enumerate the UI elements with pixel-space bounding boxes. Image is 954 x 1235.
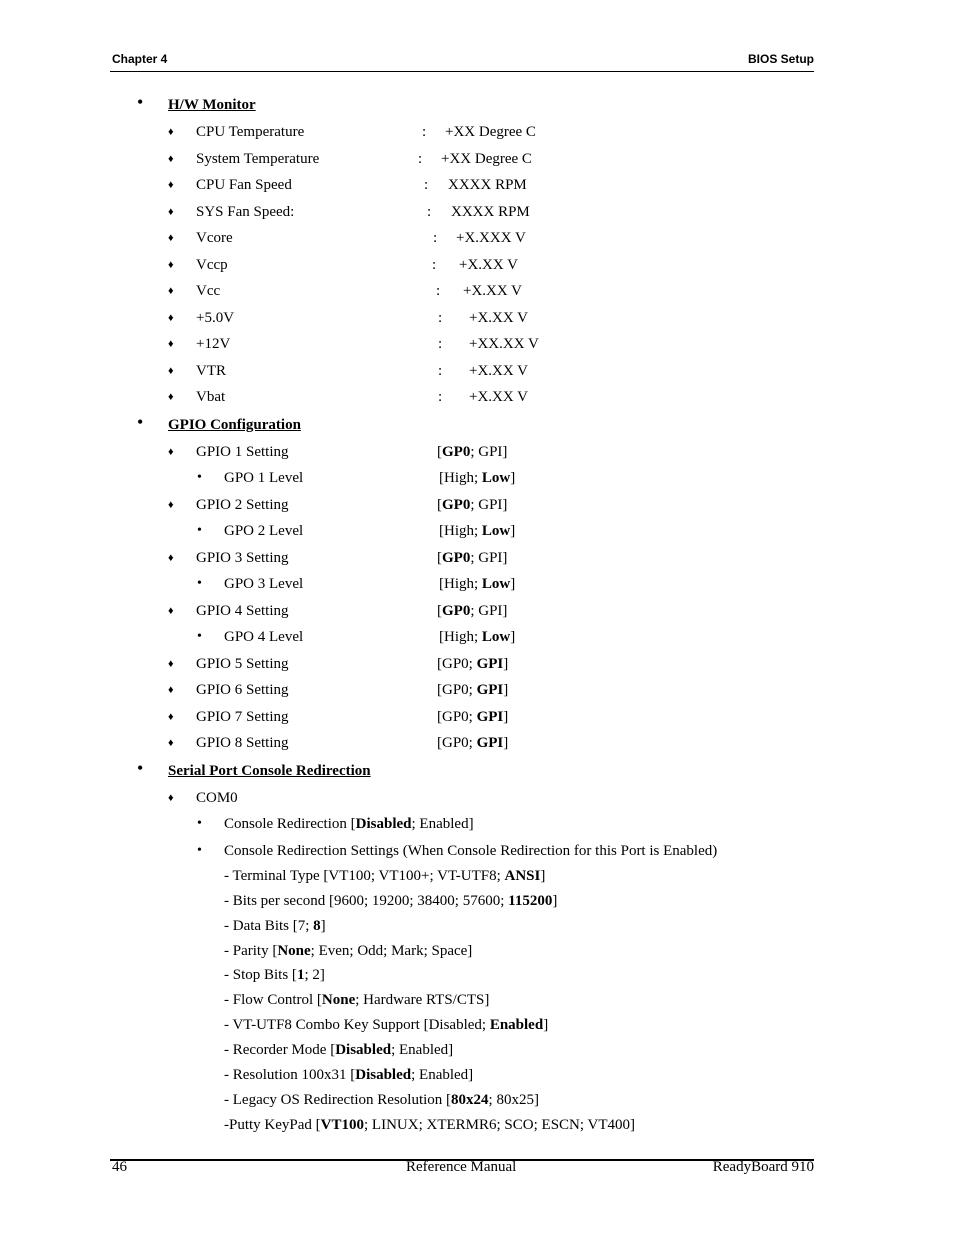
gpio-option-value (437, 496, 507, 514)
option-text: -Putty KeyPad [ (224, 1117, 321, 1133)
hw-item-separator: : (424, 177, 429, 193)
diamond-bullet: ♦ (168, 153, 174, 165)
option-text: - Terminal Type [VT100; VT100+; VT-UTF8; (224, 868, 505, 884)
hw-item-separator: : (432, 257, 437, 273)
option-text: [GP0; (437, 709, 477, 725)
section-header-title: BIOS Setup (747, 52, 814, 66)
gpio-option-value (439, 522, 515, 540)
option-text: ; Even; Odd; Mark; Space] (310, 943, 473, 959)
option-text: [ (437, 603, 442, 619)
hw-item-separator: : (436, 283, 441, 299)
option-text: ; LINUX; XTERMR6; SCO; ESCN; VT400] (364, 1117, 636, 1133)
gpio-option-value (437, 681, 508, 699)
option-default: None (277, 943, 311, 959)
option-text: [ (437, 497, 442, 513)
diamond-bullet: ♦ (168, 737, 174, 749)
hw-item-separator: : (438, 363, 443, 379)
hw-item-value: +X.XX V (469, 389, 529, 405)
redirection-setting-line (224, 1116, 635, 1134)
hw-item-value: XXXX RPM (451, 204, 530, 220)
hw-item-value: +X.XX V (459, 257, 519, 273)
hw-item-label: System Temperature (196, 151, 320, 167)
gpio-setting-label: GPIO 3 Setting (196, 550, 289, 566)
option-text: - Bits per second [9600; 19200; 38400; 57600; (224, 893, 509, 909)
hw-item-value: +X.XX V (469, 310, 529, 326)
hw-item-value: +XX Degree C (441, 151, 532, 167)
option-text: - Stop Bits [ (224, 967, 297, 983)
redirection-setting-line (224, 1091, 539, 1109)
option-text: [ (437, 550, 442, 566)
gpio-setting-label: GPIO 2 Setting (196, 497, 289, 513)
option-default: 80x24 (451, 1092, 489, 1108)
chapter-label: Chapter 4 (112, 52, 168, 66)
option-text: - Resolution 100x31 [ (224, 1067, 356, 1083)
redirection-setting-line (224, 991, 489, 1009)
sub-bullet: • (197, 629, 202, 644)
hw-item-label: +5.0V (196, 310, 235, 326)
hw-item-label: Vccp (196, 257, 228, 273)
section-bullet: • (137, 412, 144, 432)
option-text: ] (510, 523, 516, 539)
page-number: 46 (112, 1159, 127, 1175)
redirection-setting-line (224, 1066, 473, 1084)
diamond-bullet: ♦ (168, 711, 174, 723)
option-text: - Data Bits [7; (224, 918, 314, 934)
gpio-setting-label: GPIO 4 Setting (196, 603, 289, 619)
section-bullet: • (137, 92, 144, 112)
diamond-bullet: ♦ (168, 285, 174, 297)
gpio-title: GPIO Configuration (168, 417, 301, 433)
diamond-bullet: ♦ (168, 605, 174, 617)
sub-bullet: • (197, 470, 202, 485)
option-default: Low (481, 470, 511, 486)
gpo-level-label: GPO 2 Level (224, 523, 304, 539)
option-text: ; GPI] (470, 497, 508, 513)
hw-item-label: Vcc (196, 283, 221, 299)
diamond-bullet: ♦ (168, 552, 174, 564)
gpio-option-value (439, 575, 515, 593)
redirection-setting-line (224, 942, 472, 960)
diamond-bullet: ♦ (168, 312, 174, 324)
gpio-option-value (437, 655, 508, 673)
option-text: ; GPI] (470, 444, 508, 460)
footer-product: ReadyBoard 910 (712, 1159, 814, 1175)
diamond-bullet: ♦ (168, 792, 174, 804)
com0-label: COM0 (196, 790, 238, 806)
option-text: [High; (439, 523, 482, 539)
gpio-setting-label: GPIO 8 Setting (196, 735, 289, 751)
option-default: 115200 (508, 893, 553, 909)
redirection-setting-line (224, 966, 325, 984)
hw-item-label: VTR (196, 363, 226, 379)
diamond-bullet: ♦ (168, 391, 174, 403)
option-text: [ (437, 444, 442, 460)
option-text: [GP0; (437, 735, 477, 751)
hw-item-label: CPU Temperature (196, 124, 305, 140)
option-default: 8 (313, 918, 321, 934)
section-bullet: • (137, 758, 144, 778)
option-text: ] (503, 656, 509, 672)
option-default: GP0 (442, 497, 471, 513)
option-text: ] (543, 1017, 549, 1033)
option-default: Low (481, 629, 511, 645)
diamond-bullet: ♦ (168, 365, 174, 377)
hw-item-value: +X.XX V (463, 283, 523, 299)
hw-item-value: XXXX RPM (448, 177, 527, 193)
diamond-bullet: ♦ (168, 658, 174, 670)
sub-bullet: • (197, 843, 202, 858)
hw-item-separator: : (433, 230, 438, 246)
option-default: GPI (476, 682, 504, 698)
hw-item-label: CPU Fan Speed (196, 177, 292, 193)
redirection-setting-line (224, 917, 326, 935)
diamond-bullet: ♦ (168, 206, 174, 218)
option-text: ; Hardware RTS/CTS] (355, 992, 490, 1008)
option-text: - Recorder Mode [ (224, 1042, 336, 1058)
option-text: ; 2] (304, 967, 325, 983)
option-text: ; Enabled] (391, 1042, 454, 1058)
hw-item-label: SYS Fan Speed: (196, 204, 295, 220)
diamond-bullet: ♦ (168, 259, 174, 271)
gpio-option-value (437, 734, 508, 752)
option-text: ] (552, 893, 558, 909)
diamond-bullet: ♦ (168, 179, 174, 191)
sub-bullet: • (197, 523, 202, 538)
serial-title: Serial Port Console Redirection (168, 763, 371, 779)
option-default: GP0 (442, 603, 471, 619)
redirection-setting-line (224, 1041, 453, 1059)
option-text: ] (510, 629, 516, 645)
option-default: 1 (296, 967, 305, 983)
hw-item-separator: : (418, 151, 423, 167)
option-text: ] (540, 868, 546, 884)
option-text: ] (503, 682, 509, 698)
diamond-bullet: ♦ (168, 684, 174, 696)
diamond-bullet: ♦ (168, 232, 174, 244)
option-default: Low (481, 576, 511, 592)
console-redirection-option: Console Redirection [Disabled; Enabled] (224, 816, 474, 832)
gpio-option-value (437, 549, 507, 567)
hw-item-label: +12V (196, 336, 231, 352)
hw-item-value: +XX.XX V (469, 336, 539, 352)
diamond-bullet: ♦ (168, 126, 174, 138)
option-text: ; GPI] (470, 550, 508, 566)
option-text: [High; (439, 470, 482, 486)
hw-item-separator: : (427, 204, 432, 220)
hw-item-label: Vbat (196, 389, 226, 405)
option-text: ; GPI] (470, 603, 508, 619)
hw-item-value: +XX Degree C (445, 124, 536, 140)
option-text: ] (510, 576, 516, 592)
sub-bullet: • (197, 576, 202, 591)
gpio-setting-label: GPIO 6 Setting (196, 682, 289, 698)
gpio-option-value (437, 708, 508, 726)
header-rule (110, 71, 814, 72)
redirection-setting-line (224, 1016, 548, 1034)
option-default: Enabled (489, 1017, 544, 1033)
option-default: Disabled (335, 1042, 392, 1058)
option-text: ; Enabled] (411, 1067, 474, 1083)
hw-item-separator: : (438, 336, 443, 352)
option-text: [High; (439, 576, 482, 592)
hw-item-value: +X.XX V (469, 363, 529, 379)
option-text: ] (503, 735, 509, 751)
option-default: Low (481, 523, 511, 539)
option-text: [GP0; (437, 682, 477, 698)
option-default: None (321, 992, 356, 1008)
option-text: - Flow Control [ (224, 992, 322, 1008)
option-default: GP0 (442, 444, 471, 460)
hw-item-separator: : (422, 124, 427, 140)
option-text: - Legacy OS Redirection Resolution [ (224, 1092, 452, 1108)
option-default: GPI (476, 656, 504, 672)
diamond-bullet: ♦ (168, 446, 174, 458)
option-text: ] (510, 470, 516, 486)
option-text: ; 80x25] (488, 1092, 539, 1108)
option-text: - Parity [ (224, 943, 278, 959)
option-default: GPI (476, 735, 504, 751)
diamond-bullet: ♦ (168, 499, 174, 511)
option-default: GP0 (442, 550, 471, 566)
diamond-bullet: ♦ (168, 338, 174, 350)
console-redirection-settings-heading: Console Redirection Settings (When Console Redirection for this Port is Enabled) (224, 843, 718, 859)
gpo-level-label: GPO 1 Level (224, 470, 304, 486)
option-text: ] (320, 918, 326, 934)
gpio-setting-label: GPIO 7 Setting (196, 709, 289, 725)
option-text: [GP0; (437, 656, 477, 672)
hw-item-label: Vcore (196, 230, 233, 246)
gpio-setting-label: GPIO 1 Setting (196, 444, 289, 460)
gpio-option-value (439, 628, 515, 646)
hw-item-value: +X.XXX V (456, 230, 526, 246)
gpo-level-label: GPO 4 Level (224, 629, 304, 645)
hw-monitor-title: H/W Monitor (168, 97, 256, 113)
option-text: ] (503, 709, 509, 725)
gpio-option-value (439, 469, 515, 487)
redirection-setting-line (224, 867, 545, 885)
option-default: ANSI (504, 868, 541, 884)
hw-item-separator: : (438, 310, 443, 326)
option-text: [High; (439, 629, 482, 645)
gpo-level-label: GPO 3 Level (224, 576, 304, 592)
footer-manual: Reference Manual (406, 1159, 517, 1175)
option-default: Disabled (355, 1067, 412, 1083)
option-default: GPI (476, 709, 504, 725)
sub-bullet: • (197, 816, 202, 831)
gpio-option-value (437, 443, 507, 461)
gpio-setting-label: GPIO 5 Setting (196, 656, 289, 672)
option-text: - VT-UTF8 Combo Key Support [Disabled; (224, 1017, 490, 1033)
hw-item-separator: : (438, 389, 443, 405)
gpio-option-value (437, 602, 507, 620)
redirection-setting-line (224, 892, 557, 910)
option-default: VT100 (320, 1117, 365, 1133)
